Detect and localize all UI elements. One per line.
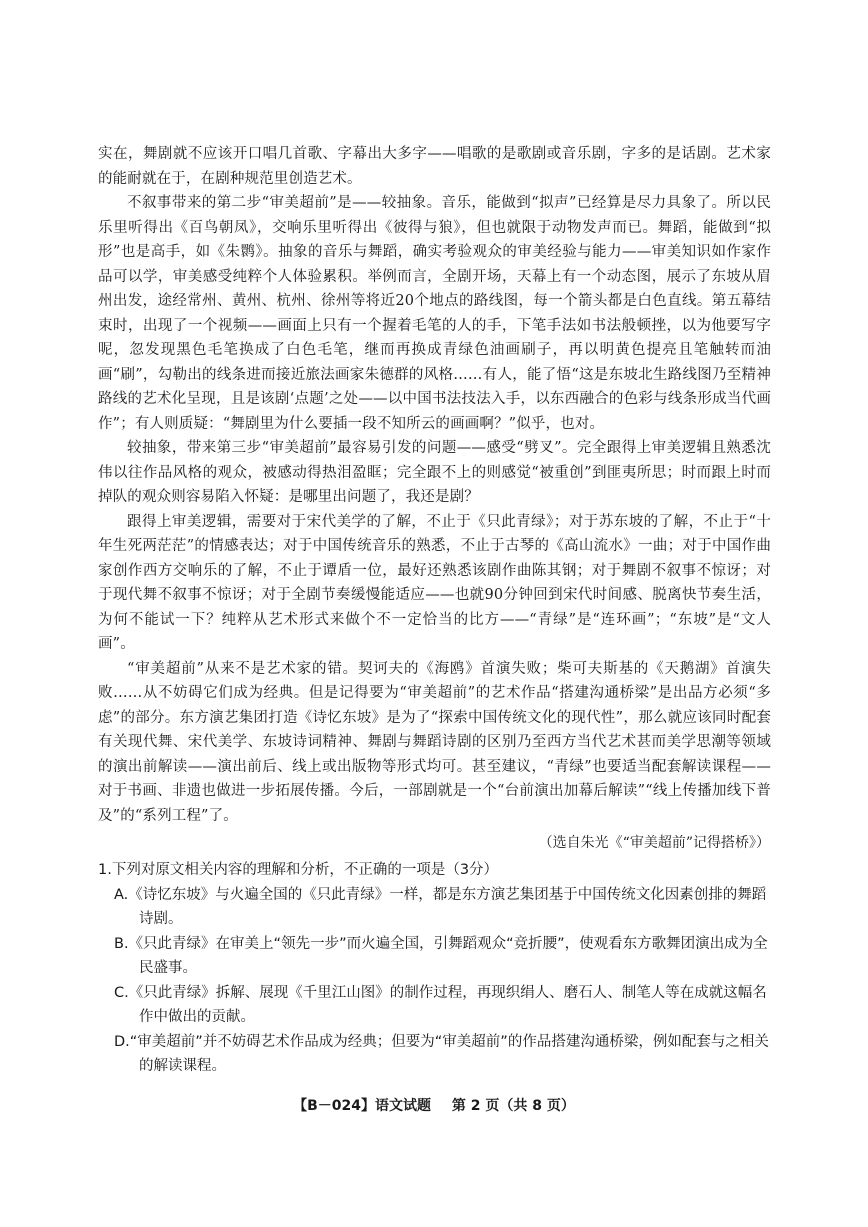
paragraph: 较抽象，带来第三步“审美超前”最容易引发的问题——感受“劈叉”。完全跟得上审美逻辑且熟悉沈伟以往作品风格的观众，被感动得热泪盈眶；完全跟不上的则感觉“被重创”到匪夷所思；时而跟上时而掉队的观众则容易陷入怀疑：是哪里出问题了，我还是剧？ bbox=[98, 440, 771, 505]
page-number: 第 2 页（共 8 页） bbox=[451, 1098, 575, 1114]
option-d: D.“审美超前”并不妨碍艺术作品成为经典；但要为“审美超前”的作品搭建沟通桥梁，例如配套与之相关的解读课程。 bbox=[114, 1033, 769, 1074]
option-b: B.《只此青绿》在审美上“领先一步”而火遍全国，引舞蹈观众“竞折腰”，使观看东方歌舞团演出成为全民盛事。 bbox=[114, 935, 768, 976]
option-a: A.《诗忆东坡》与火遍全国的《只此青绿》一样，都是东方演艺集团基于中国传统文化因素创排的舞蹈诗剧。 bbox=[114, 886, 767, 927]
exam-code: 【B－024】语文试题 bbox=[293, 1098, 432, 1114]
article-source: （选自朱光《“审美超前”记得搭桥》） bbox=[538, 835, 770, 851]
paragraph: 不叙事带来的第二步“审美超前”是——较抽象。音乐，能做到“拟声”已经算是尽力具象了。所以民乐里听得出《百鸟朝凤》，交响乐里听得出《彼得与狼》，但也就限于动物发声而已。舞蹈，能做到“拟形”也是高手，如《朱鹮》。抽象的音乐与舞蹈，确实考验观众的审美经验与能力——审美知识如作家作品可以学，审美感受纯粹个人体验累积。举例而言，全剧开场，天幕上有一个动态图，展示了东坡从眉州出发，途经常州、黄州、杭州、徐州等将近20个地点的路线图，每一个箭头都是白色直线。第五幕结束时，出现了一个视频——画面上只有一个握着毛笔的人的手，下笔手法如书法般顿挫，以为他要写字呢，忽发现黑色毛笔换成了白色毛笔，继而再换成青绿色油画刷子，再以明黄色提亮且笔触转而油画“刷”，勾勒出的线条进而接近旅法画家朱德群的风格……有人，能了悟“这是东坡北生路线图乃至精神路线的艺术化呈现，且是该剧‘点题’之处——以中国书法技法入手，以东西融合的色彩与线条形成当代画作”；有人则质疑：“舞剧里为什么要插一段不知所云的画画啊？”似乎，也对。 bbox=[98, 195, 771, 432]
question-stem: 1.下列对原文相关内容的理解和分析，不正确的一项是（3分） bbox=[98, 862, 499, 878]
paragraph: 跟得上审美逻辑，需要对于宋代美学的了解，不止于《只此青绿》；对于苏东坡的了解，不止于“十年生死两茫茫”的情感表达；对于中国传统音乐的熟悉，不止于古琴的《高山流水》一曲；对于中国作曲家创作西方交响乐的了解，不止于谭盾一位，最好还熟悉该剧作曲陈其钢；对于舞剧不叙事不惊讶；对于现代舞不叙事不惊讶；对于全剧节奏缓慢能适应——也就90分钟回到宋代时间感、脱离快节奏生活，为何不能试一下？纯粹从艺术形式来做个不一定恰当的比方——“青绿”是“连环画”；“东坡”是“文人画”。 bbox=[98, 513, 771, 652]
option-c: C.《只此青绿》拆解、展现《千里江山图》的制作过程，再现织绢人、磨石人、制笔人等在成就这幅名作中做出的贡献。 bbox=[114, 984, 767, 1025]
paragraph: “审美超前”从来不是艺术家的错。契诃夫的《海鸥》首演失败；柴可夫斯基的《天鹅湖》首演失败……从不妨碍它们成为经典。但是记得要为“审美超前”的艺术作品“搭建沟通桥梁”是出品方必须“多虑”的部分。东方演艺集团打造《诗忆东坡》是为了“探索中国传统文化的现代性”，那么就应该同时配套有关现代舞、宋代美学、东坡诗词精神、舞剧与舞蹈诗剧的区别乃至西方当代艺术甚而美学思潮等领域的演出前解读——演出前后、线上或出版物等形式均可。甚至建议，“青绿”也要适当配套解读课程——对于书画、非遗也做进一步拓展传播。今后，一部剧就是一个“台前演出加幕后解读”“线上传播加线下普及”的“系列工程”了。 bbox=[98, 660, 771, 824]
article-body bbox=[98, 142, 771, 828]
page-footer bbox=[0, 1095, 868, 1115]
paragraph: 实在，舞剧就不应该开口唱几首歌、字幕出大多字——唱歌的是歌剧或音乐剧，字多的是话剧。艺术家的能耐就在于，在剧种规范里创造艺术。 bbox=[98, 146, 771, 187]
question-block bbox=[98, 858, 771, 1079]
